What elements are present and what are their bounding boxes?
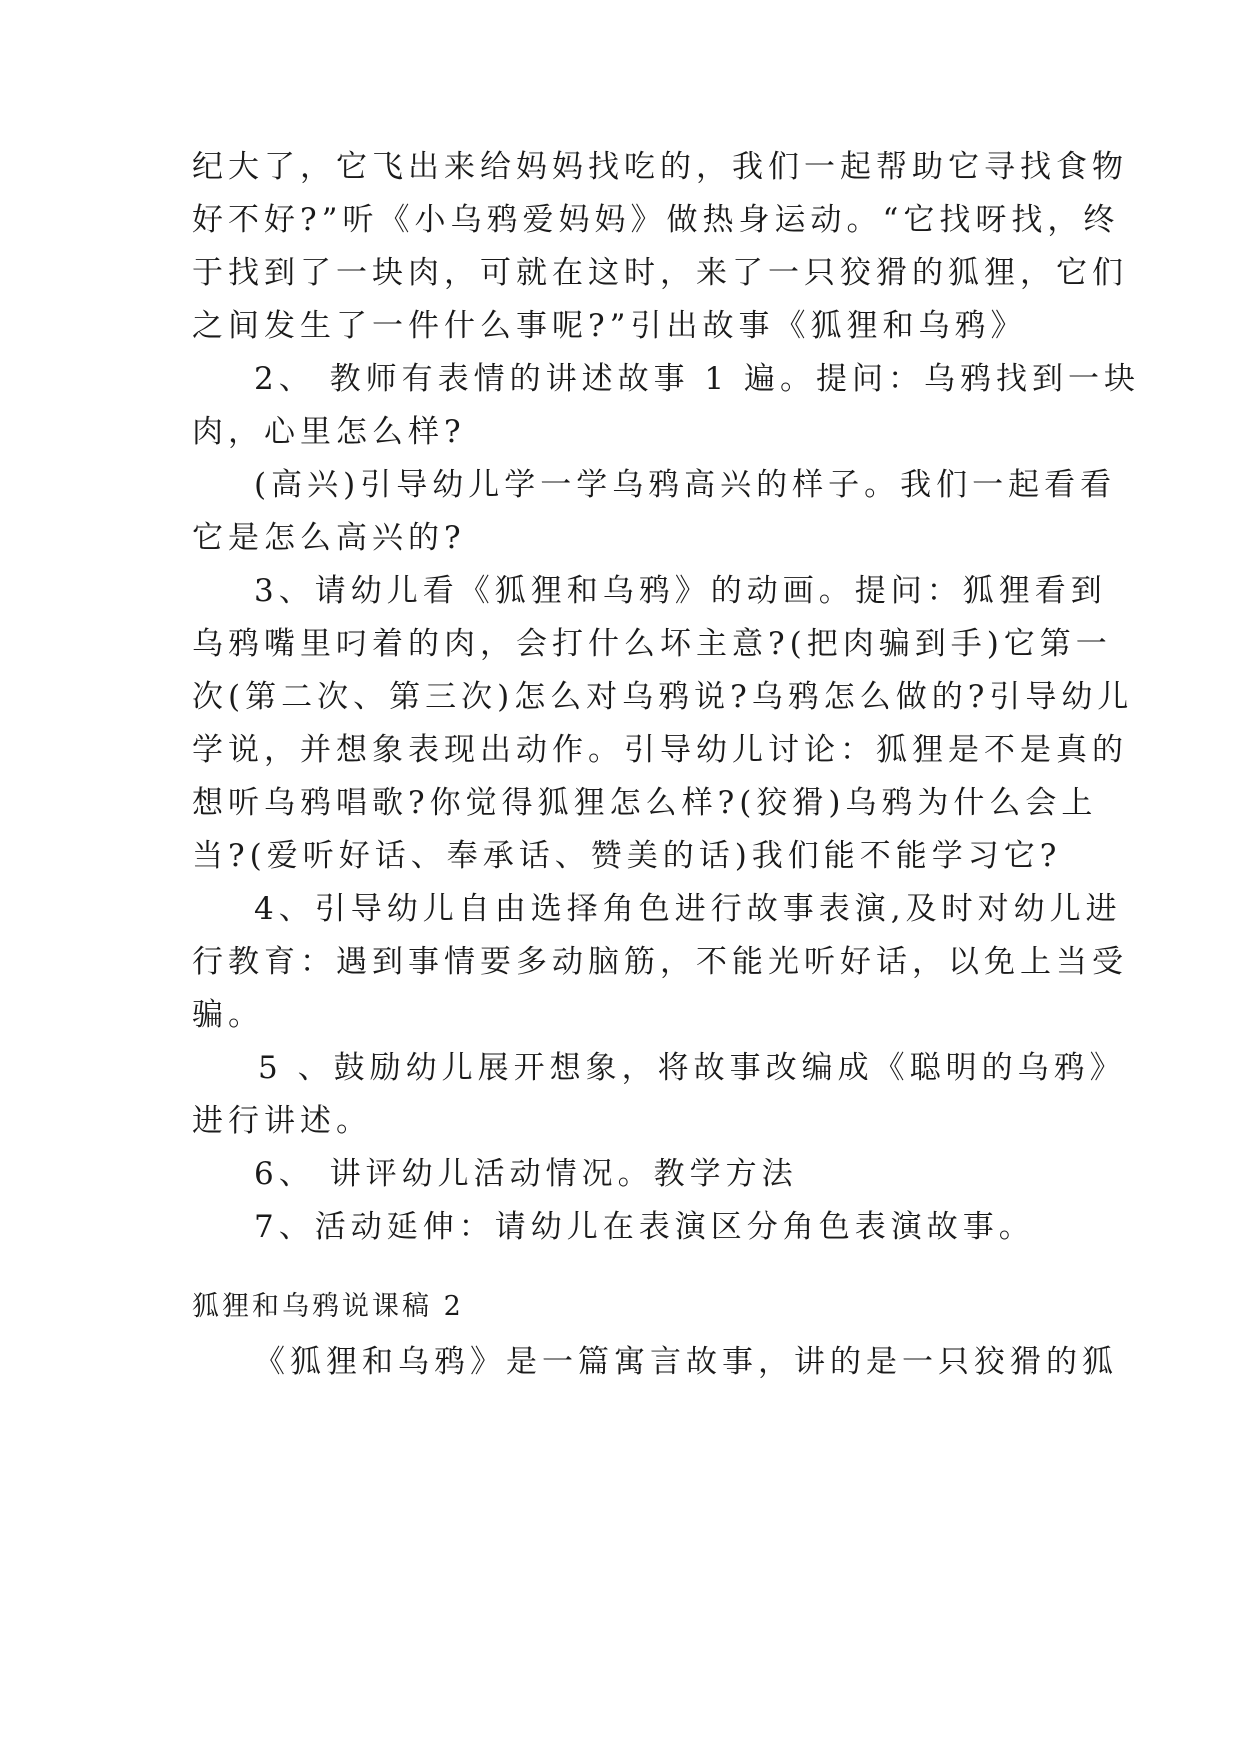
list-item-5: 5 、鼓励幼儿展开想象，将故事改编成《聪明的乌鸦》 [258,1050,1126,1086]
body-line: 进行讲述。 [192,1103,372,1139]
body-line: 纪大了，它飞出来给妈妈找吃的，我们一起帮助它寻找食物 [192,149,1128,185]
list-item-7: 7、活动延伸：请幼儿在表演区分角色表演故事。 [254,1209,1035,1245]
paragraph-line: (高兴)引导幼儿学一学乌鸦高兴的样子。我们一起看看 [254,467,1117,503]
body-line: 当?(爱听好话、奉承话、赞美的话)我们能不能学习它? [192,838,1062,874]
list-item-6: 6、 讲评幼儿活动情况。教学方法 [254,1156,798,1192]
list-item-2: 2、 教师有表情的讲述故事 1 遍。提问：乌鸦找到一块 [254,361,1141,397]
body-line: 乌鸦嘴里叼着的肉，会打什么坏主意?(把肉骗到手)它第一 [192,626,1112,662]
body-line: 好不好?”听《小乌鸦爱妈妈》做热身运动。“它找呀找，终 [192,202,1120,238]
list-item-4: 4、引导幼儿自由选择角色进行故事表演,及时对幼儿进 [254,891,1122,927]
paragraph-line: 《狐狸和乌鸦》是一篇寓言故事，讲的是一只狡猾的狐 [254,1344,1118,1380]
section-heading: 狐狸和乌鸦说课稿 2 [192,1291,464,1322]
body-line: 它是怎么高兴的? [192,520,466,556]
body-line: 骗。 [192,997,264,1033]
body-line: 次(第二次、第三次)怎么对乌鸦说?乌鸦怎么做的?引导幼儿 [192,679,1134,715]
body-line: 想听乌鸦唱歌?你觉得狐狸怎么样?(狡猾)乌鸦为什么会上 [192,785,1098,821]
body-line: 学说，并想象表现出动作。引导幼儿讨论：狐狸是不是真的 [192,732,1128,768]
body-line: 于找到了一块肉，可就在这时，来了一只狡猾的狐狸，它们 [192,255,1128,291]
list-item-3: 3、请幼儿看《狐狸和乌鸦》的动画。提问：狐狸看到 [254,573,1107,609]
body-line: 肉，心里怎么样? [192,414,466,450]
body-line: 之间发生了一件什么事呢?”引出故事《狐狸和乌鸦》 [192,308,1027,344]
body-line: 行教育：遇到事情要多动脑筋，不能光听好话，以免上当受 [192,944,1128,980]
